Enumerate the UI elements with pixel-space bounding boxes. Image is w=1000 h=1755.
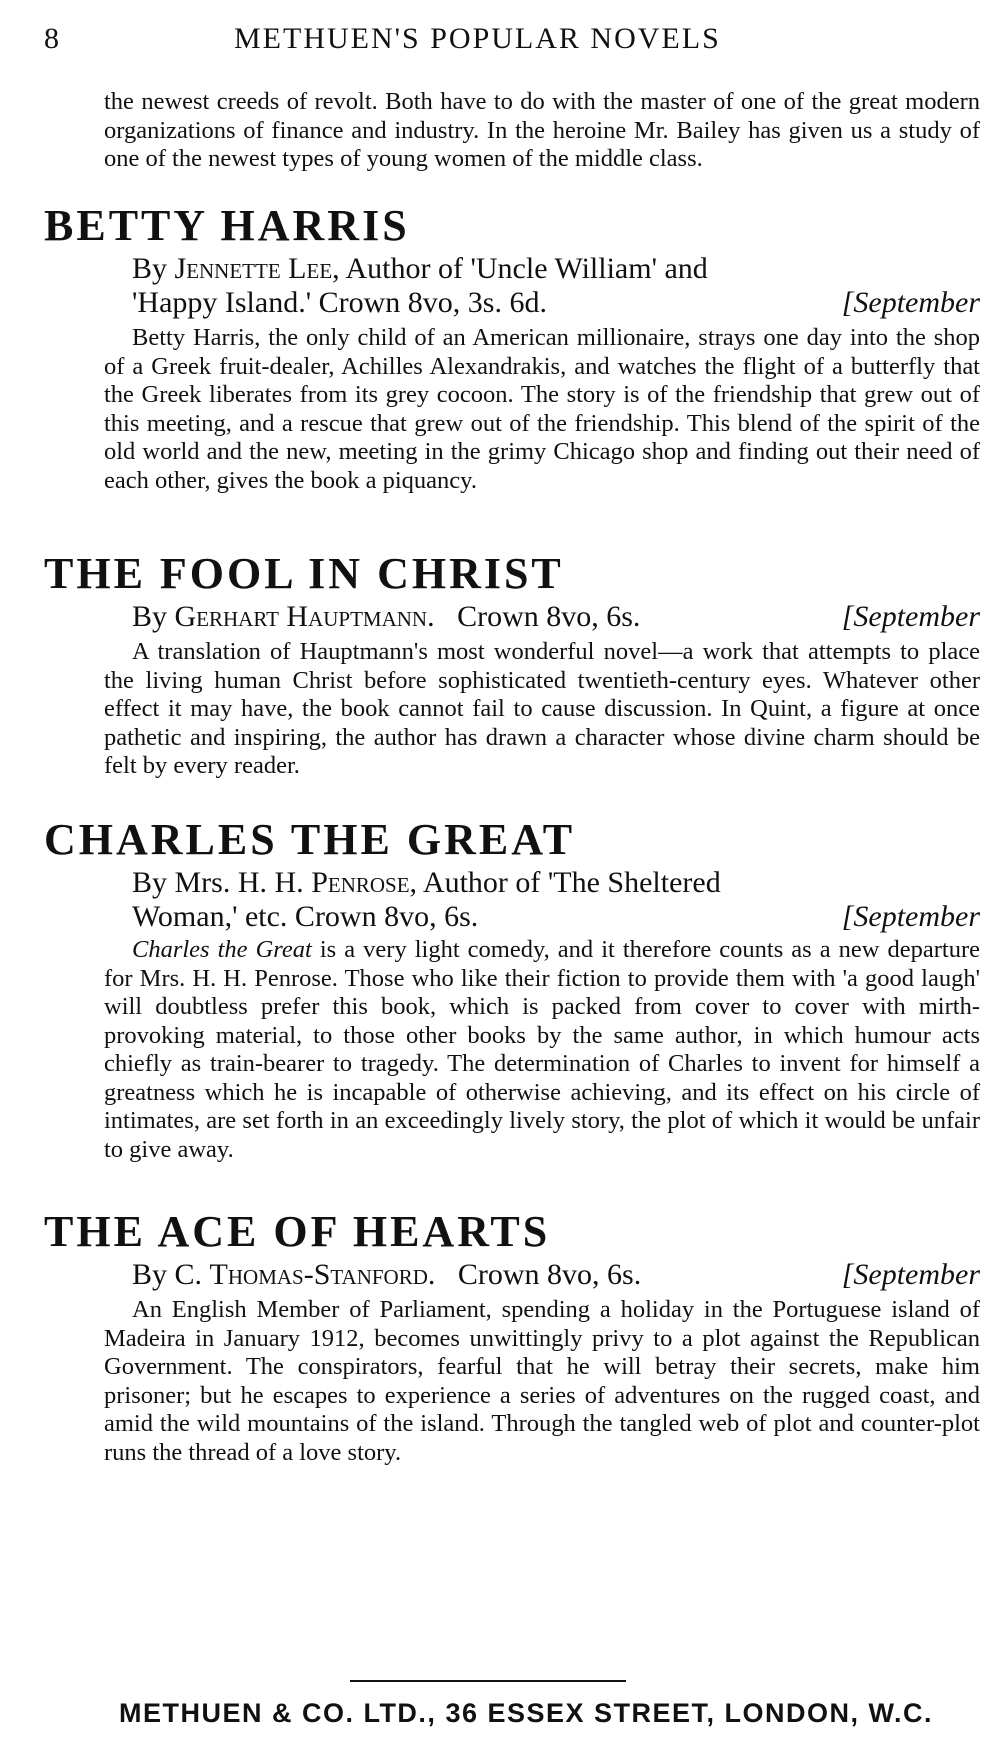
byline-line-1 xyxy=(132,252,980,286)
intro-paragraph xyxy=(104,88,980,174)
byline-by: By xyxy=(132,600,168,633)
description-the-fool-in-christ xyxy=(104,638,980,781)
publisher-imprint: METHUEN & CO. LTD., 36 ESSEX STREET, LONDON, W.C. xyxy=(118,1698,934,1728)
byline-by: By Mrs. H. H. xyxy=(132,866,304,899)
entry-title-the-ace-of-hearts: THE ACE OF HEARTS xyxy=(44,1207,551,1256)
byline-by: By xyxy=(132,252,168,285)
entry-title-betty-harris: BETTY HARRIS xyxy=(44,201,410,250)
byline-details: Author of 'The Sheltered xyxy=(422,866,721,899)
publication-date: [September xyxy=(841,900,980,933)
byline-line-1 xyxy=(132,600,980,634)
byline-betty-harris xyxy=(132,252,980,320)
byline-by: By C. xyxy=(132,1258,203,1291)
running-head xyxy=(44,18,984,62)
entry-title-the-fool-in-christ: THE FOOL IN CHRIST xyxy=(44,549,564,598)
byline-details: Crown 8vo, 6s. xyxy=(457,600,641,633)
publication-date: [September xyxy=(841,600,980,633)
description-text: Betty Harris, the only child of an American millionaire, strays one day into the shop of a Greek fruit-dealer, Achilles Alexandrakis, and watches the flight of a butterfly that the Greek liberates from its grey cocoon. The story is of the friendship that grew out of this meeting, and a rescue that grew out of the friendship. This blend of the spirit of the old world and the new, meeting in the grimy Chicago shop and finding out their need of each other, gives the book a piquancy. xyxy=(104,324,980,494)
byline-author: Gerhart Hauptmann. xyxy=(174,600,435,633)
byline-details-continued: 'Happy Island.' Crown 8vo, 3s. 6d. xyxy=(132,286,547,319)
entry-title-charles-the-great: CHARLES THE GREAT xyxy=(44,815,576,864)
byline-the-fool-in-christ xyxy=(132,600,980,634)
intro-text: the newest creeds of revolt. Both have to do with the master of one of the great modern organizations of finance and industry. In the heroine Mr. Bailey has given us a study of one of the newest types of young women of the middle class. xyxy=(104,88,980,172)
byline-line-2 xyxy=(132,286,980,320)
running-title: METHUEN'S POPULAR NOVELS xyxy=(234,22,721,55)
book-title-italic: Charles the Great xyxy=(132,936,312,963)
description-body: is a very light comedy, and it therefore counts as a new departure for Mrs. H. H. Penrose. Those who like their fiction to provide them with 'a good laugh' will doubtless prefer this book, which is packed from cover to cover with mirth-provoking material, to those other books by the same author, in which humour acts chiefly as train-bearer to tragedy. The determination of Charles to invent for himself a greatness which he is incapable of otherwise achieving, and its effect on his circle of intimates, are set forth in an exceedingly lively story, the plot of which it would be unfair to give away. xyxy=(104,936,980,1163)
byline-line-1 xyxy=(132,1258,980,1292)
byline-author: Thomas-Stanford. xyxy=(209,1258,436,1291)
byline-author: Penrose, xyxy=(311,866,418,899)
publication-date: [September xyxy=(841,1258,980,1291)
page-number: 8 xyxy=(44,22,59,55)
description-the-ace-of-hearts xyxy=(104,1296,980,1467)
description-betty-harris xyxy=(104,324,980,495)
byline-the-ace-of-hearts xyxy=(132,1258,980,1292)
publication-date: [September xyxy=(841,286,980,319)
byline-line-2 xyxy=(132,900,980,934)
footer-rule xyxy=(350,1680,626,1682)
description-text xyxy=(104,936,980,1164)
description-charles-the-great xyxy=(104,936,980,1164)
byline-author: Jennette Lee, xyxy=(174,252,340,285)
byline-line-1 xyxy=(132,866,980,900)
byline-charles-the-great xyxy=(132,866,980,934)
description-text: An English Member of Parliament, spending a holiday in the Portuguese island of Madeira in January 1912, becomes unwittingly privy to a plot against the Republican Government. The conspirators, fearful that he will betray their secrets, make him prisoner; but he escapes to experience a series of adventures on the rugged coast, and amid the wild mountains of the island. Through the tangled web of plot and counter-plot runs the thread of a love story. xyxy=(104,1296,980,1466)
byline-details: Crown 8vo, 6s. xyxy=(457,1258,642,1291)
byline-details: Author of 'Uncle William' and xyxy=(345,252,708,285)
description-text: A translation of Hauptmann's most wonderful novel—a work that attempts to place the living human Christ before sophisticated twentieth-century eyes. Whatever other effect it may have, the book cannot fail to cause discussion. In Quint, a figure at once pathetic and inspiring, the author has drawn a character whose divine charm should be felt by every reader. xyxy=(104,638,980,779)
byline-details-continued: Woman,' etc. Crown 8vo, 6s. xyxy=(132,900,479,933)
